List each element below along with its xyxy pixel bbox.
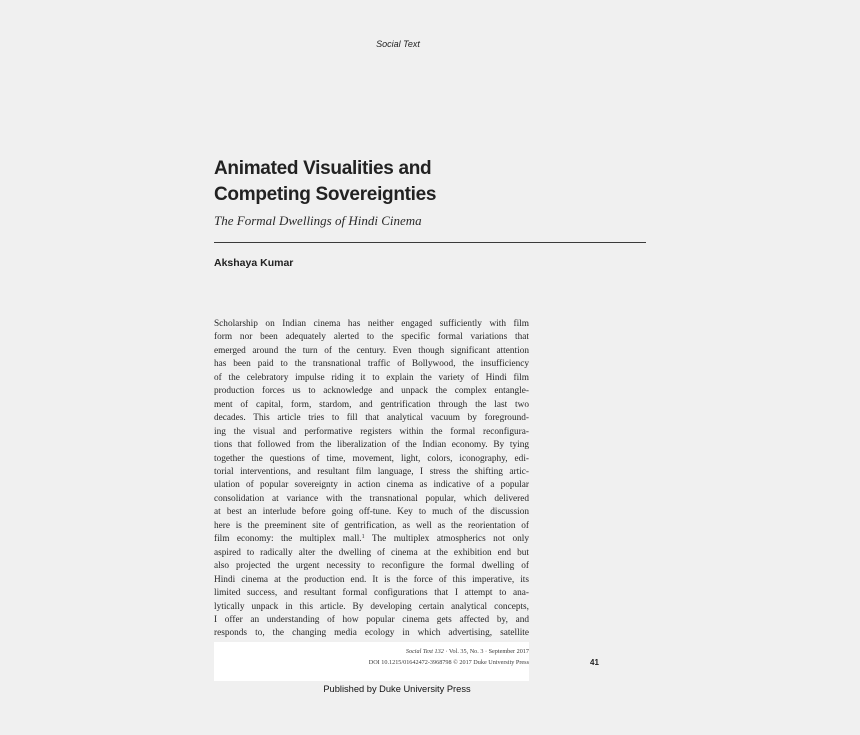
volume-info: · Vol. 35, No. 3 · September 2017 [443,648,529,655]
running-head: Social Text [376,39,420,49]
abstract-line: Scholarship on Indian cinema has neither engaged sufficiently with film [214,319,529,329]
abstract-line: aspired to radically alter the dwelling of cinema at the exhibition end but [214,547,529,558]
abstract-line: limited success, and resultant formal configurations that I attempt to ana- [214,588,529,599]
abstract-line: also projected the urgent necessity to reconfigure the formal dwelling of [214,561,529,572]
publisher-notice: Published by Duke University Press [323,684,471,694]
abstract-line: ment of capital, form, stardom, and gentrification through the last two [214,399,529,410]
abstract-line: at best an interlude before going off-tune. Key to much of the discussion [214,507,529,518]
doi-line: DOI 10.1215/01642472-3968798 © 2017 Duke University Press [368,659,529,666]
abstract-line: form nor been adequately alerted to the specific formal variations that [214,332,529,343]
abstract-line: ing the visual and performative registers within the formal reconfigura- [214,426,529,437]
title-divider [214,242,646,243]
abstract-line: has been paid to the transnational traffic of Bollywood, the insufficiency [214,359,529,370]
abstract-line: consolidation at variance with the transnational popular, which delivered [214,493,529,504]
abstract-line: decades. This article tries to fill that analytical vacuum by foreground- [214,413,529,424]
abstract-line: of the celebratory impulse riding it to explain the variety of Hindi film [214,372,529,383]
abstract-line-with-footnote [214,533,529,546]
abstract-line: Hindi cinema at the production end. It is the force of this imperative, its [214,574,529,585]
page-number: 41 [590,658,599,667]
title-line-2: Competing Sovereignties [214,184,437,205]
abstract-line-head: film economy: the multiplex mall. [214,534,362,545]
abstract-line: production forces us to acknowledge and unpack the complex entangle- [214,386,529,397]
abstract [214,318,529,641]
article-subtitle: The Formal Dwellings of Hindi Cinema [214,213,422,228]
citation-footer [214,642,529,681]
abstract-line: ulation of popular sovereignty in action cinema as indicative of a popular [214,480,529,491]
footnote-marker[interactable]: 1 [361,534,365,541]
abstract-line: emerged around the turn of the century. Even though significant attention [214,345,529,356]
abstract-line-tail: The multiplex atmospherics not only [364,534,529,545]
abstract-line: responds to, the changing media ecology in which advertising, satellite [214,628,529,639]
author-name: Akshaya Kumar [214,257,294,269]
abstract-line: here is the preeminent site of gentrification, as well as the reorientation of [214,520,529,531]
title-line-1: Animated Visualities and [214,158,432,179]
journal-issue: Social Text 132 [405,648,444,655]
abstract-line: I offer an understanding of how popular cinema gets affected by, and [214,614,529,625]
abstract-line: together the questions of time, movement, light, colors, iconography, edi- [214,453,529,464]
abstract-line: torial interventions, and resultant film language, I stress the shifting artic- [214,466,529,477]
citation-line [406,648,529,655]
abstract-line: lytically unpack in this article. By developing certain analytical concepts, [214,601,529,612]
article-title [214,156,654,208]
abstract-line: tions that followed from the liberalization of the Indian economy. By tying [214,440,529,451]
